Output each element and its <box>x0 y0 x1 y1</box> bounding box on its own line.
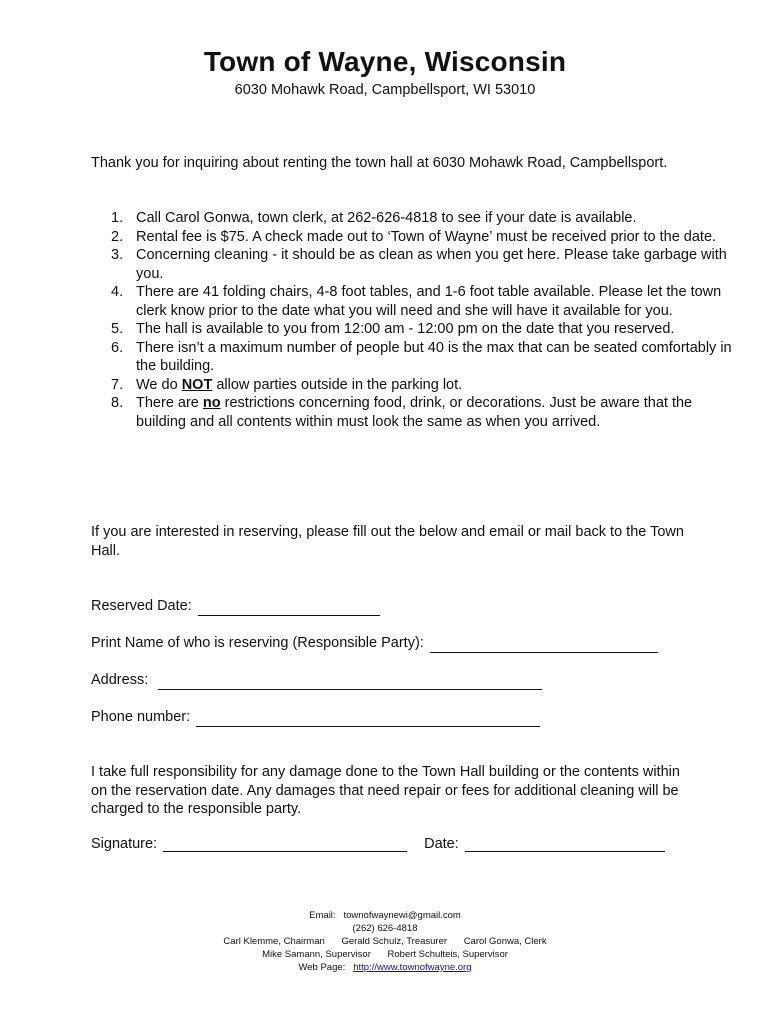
address-label: Address: <box>91 672 149 688</box>
list-item <box>111 209 736 228</box>
footer-webpage-row <box>0 961 770 974</box>
list-item-text: Call Carol Gonwa, town clerk, at 262-626-4818 to see if your date is available. <box>136 210 637 226</box>
list-item-text: Rental fee is $75. A check made out to ‘Town of Wayne’ must be received prior to the date. <box>136 228 717 245</box>
list-item-number: 1. <box>111 210 124 226</box>
footer-webpage-label: Web Page: <box>298 962 346 973</box>
official-supervisor-2: Robert Schulteis, Supervisor <box>387 949 508 960</box>
address-field <box>91 671 542 690</box>
official-chairman: Carl Klemme, Chairman <box>223 936 325 947</box>
list-item-number: 5. <box>111 321 124 337</box>
list-item <box>111 283 736 320</box>
print-name-field <box>91 634 658 653</box>
date-input-line[interactable] <box>465 837 665 852</box>
footer-email-label: Email: <box>309 910 336 921</box>
list-item <box>111 376 736 395</box>
date-label: Date: <box>424 836 459 852</box>
rental-rules-list <box>91 209 736 431</box>
print-name-input-line[interactable] <box>430 638 658 653</box>
address-input-line[interactable] <box>158 675 542 690</box>
list-item-number: 6. <box>111 339 124 356</box>
intro-paragraph: Thank you for inquiring about renting the town hall at 6030 Mohawk Road, Campbellsport. <box>91 155 668 171</box>
emphasis-no: no <box>202 395 221 411</box>
footer <box>0 909 770 974</box>
emphasis-not: NOT <box>181 376 213 393</box>
list-item-number: 2. <box>111 228 124 245</box>
list-item <box>111 246 736 283</box>
footer-phone: (262) 626-4818 <box>352 923 418 934</box>
list-item-text: restrictions concerning food, drink, or decorations. Just be aware that the building and all contents within must look the same as when you arrived. <box>136 395 693 430</box>
phone-label: Phone number: <box>91 709 191 725</box>
phone-field <box>91 708 540 727</box>
list-item-text: The hall is available to you from 12:00 am - 12:00 pm on the date that you reserved. <box>136 321 675 337</box>
list-item <box>111 394 736 431</box>
footer-email: townofwaynewi@gmail.com <box>343 910 461 921</box>
footer-officials-row-2 <box>0 948 770 961</box>
list-item-number: 4. <box>111 284 124 300</box>
responsibility-paragraph: I take full responsibility for any damage done to the Town Hall building or the contents within on the reservation date. Any damages that need repair or fees for additional cleaning will be charged to the responsible party. <box>91 764 680 817</box>
footer-officials-row-1 <box>0 935 770 948</box>
list-item <box>111 320 736 339</box>
list-item-text: There isn’t a maximum number of people but 40 is the max that can be seated comfortably in the building. <box>136 339 732 374</box>
official-supervisor-1: Mike Samann, Supervisor <box>262 949 371 960</box>
list-item-text: There are <box>136 395 203 411</box>
list-item-number: 7. <box>111 376 124 393</box>
phone-input-line[interactable] <box>196 712 540 727</box>
town-address: 6030 Mohawk Road, Campbellsport, WI 53010 <box>234 82 536 98</box>
signature-label: Signature: <box>91 836 158 852</box>
list-item-number: 3. <box>111 247 124 263</box>
list-item <box>111 228 736 247</box>
list-item-text: Concerning cleaning - it should be as clean as when you get here. Please take garbage with you. <box>136 247 727 282</box>
list-item-text: allow parties outside in the parking lot. <box>212 376 463 393</box>
reserved-date-field <box>91 597 380 616</box>
page-title: Town of Wayne, Wisconsin <box>203 46 567 77</box>
interest-paragraph: If you are interested in reserving, please fill out the below and email or mail back to the Town Hall. <box>91 524 684 559</box>
official-treasurer: Gerald Schulz, Treasurer <box>341 936 448 947</box>
footer-email-row <box>0 909 770 922</box>
list-item-text: We do <box>136 376 182 393</box>
footer-webpage-link[interactable]: http://www.townofwayne.org <box>353 962 472 973</box>
list-item <box>111 339 736 376</box>
reserved-date-input-line[interactable] <box>198 601 380 616</box>
reserved-date-label: Reserved Date: <box>91 598 192 614</box>
signature-row <box>91 836 691 852</box>
official-clerk: Carol Gonwa, Clerk <box>463 936 547 947</box>
list-item-number: 8. <box>111 395 124 411</box>
print-name-label: Print Name of who is reserving (Responsible Party): <box>91 635 424 651</box>
signature-input-line[interactable] <box>163 837 407 852</box>
list-item-text: There are 41 folding chairs, 4-8 foot tables, and 1-6 foot table available. Please let the town clerk know prior to the date what you will need and she will have it available for you. <box>136 284 722 319</box>
